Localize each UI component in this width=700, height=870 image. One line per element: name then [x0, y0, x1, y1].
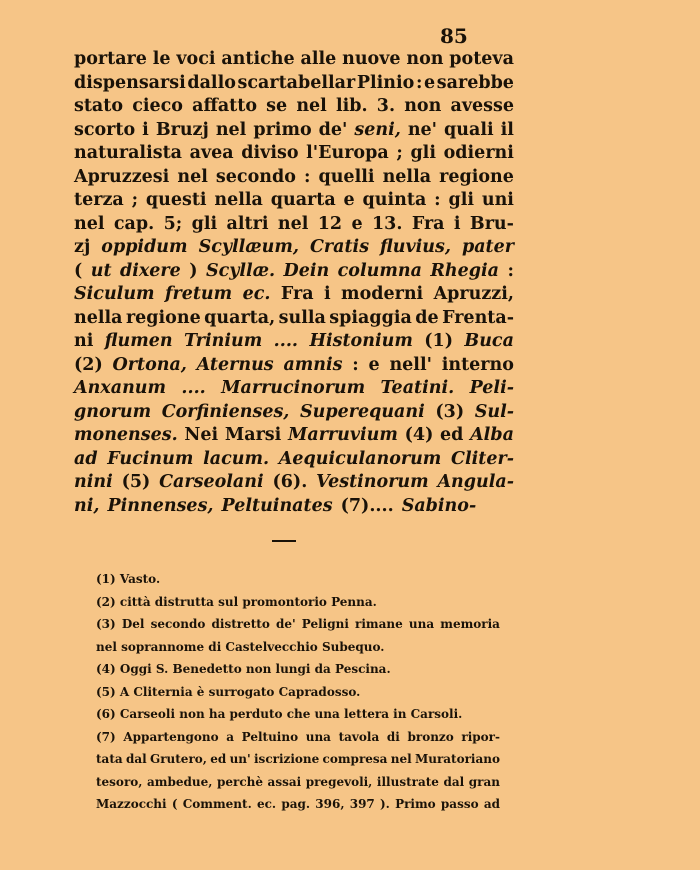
word: Aequiculanorum [278, 448, 442, 469]
word: affatto [192, 96, 257, 116]
word: ; [396, 143, 403, 163]
word: Apruzzesi [74, 166, 170, 187]
word: ni [74, 331, 94, 351]
word: i [142, 119, 149, 140]
word: lib. [335, 96, 368, 116]
word: spiaggia [329, 307, 412, 328]
footnote: nel soprannome di Castelvecchio Subequo. [96, 639, 385, 654]
word: quarta, [204, 307, 276, 328]
word: Fucinum [107, 448, 194, 469]
footnote: (1) Vasto. [96, 572, 161, 586]
word: dispensarsi [74, 72, 186, 93]
word: avesse [450, 96, 514, 116]
word: illustrate [376, 774, 439, 789]
word: Appartengono [123, 729, 219, 744]
word: pag. [281, 797, 311, 811]
word: Mazzocchi [96, 797, 167, 811]
word: ec. [242, 284, 271, 304]
word: tata [96, 752, 123, 766]
word: un' [229, 752, 251, 766]
footnote: (6) Carseoli non ha perduto che una lettera in Carsoli. [96, 707, 463, 721]
word: (1) [424, 331, 453, 351]
word: Anxanum [74, 378, 167, 398]
word: ut [90, 260, 112, 281]
text-line [74, 72, 514, 96]
word: nini [74, 472, 113, 492]
word: ed [440, 425, 464, 445]
text-line [74, 236, 514, 260]
word: Carseolani [159, 472, 264, 492]
word: gli [410, 143, 436, 163]
footnote: (4) Oggi S. Benedetto non lungi da Pescina. [96, 662, 391, 676]
word: Comment. [182, 797, 252, 811]
word: e [424, 72, 436, 93]
footnote [96, 613, 500, 636]
word: ec. [256, 797, 277, 811]
word: Muratoriano [414, 752, 500, 766]
word: il [500, 119, 514, 140]
word: (7).... [340, 495, 394, 516]
word: ni, [74, 495, 100, 516]
word: (5) [121, 472, 151, 492]
text-line [74, 495, 514, 519]
text-line [74, 424, 514, 448]
word: amnis [283, 354, 343, 375]
word: .... [273, 331, 299, 351]
word: nel [296, 96, 327, 116]
word: de' [275, 617, 296, 631]
word: Cratis [309, 237, 370, 257]
word: ripor- [461, 729, 500, 744]
word: gran [468, 774, 500, 789]
word: regione [439, 166, 514, 187]
word: odierni [443, 143, 514, 163]
word: una [408, 617, 435, 631]
word: (6). [272, 472, 308, 492]
word: voci [176, 49, 216, 69]
text-line [74, 166, 514, 190]
word: fretum [164, 284, 233, 304]
word: .... [181, 378, 206, 398]
word: Dein [283, 260, 330, 281]
word: Siculum [74, 284, 155, 304]
word: (3) [96, 617, 116, 631]
word: Fra [411, 213, 445, 234]
word: Marsi [224, 425, 282, 445]
word: Alba [470, 425, 514, 445]
word: antiche [221, 49, 295, 69]
word: 12 [317, 213, 343, 234]
word: nel [74, 213, 105, 234]
word: Peligni [301, 617, 349, 631]
word: portare [74, 49, 147, 69]
word: a [226, 729, 234, 744]
word: stato [74, 96, 124, 116]
word: ad [483, 797, 500, 811]
word: Teatini. [380, 378, 455, 398]
word: regione [125, 307, 201, 328]
footnote [96, 793, 500, 816]
text-line [74, 260, 514, 284]
word: Sabino- [401, 495, 477, 516]
word: passo [440, 797, 479, 811]
word: Cliter- [451, 448, 514, 469]
word: : [303, 166, 311, 187]
footnote [96, 726, 500, 749]
word: quarta [270, 190, 336, 210]
word: gli [448, 190, 474, 210]
word: Superequani [300, 401, 425, 422]
word: Del [121, 617, 145, 631]
word: naturalista [74, 143, 182, 163]
word: se [266, 96, 288, 116]
word: avea [189, 143, 234, 163]
word: pregevoli, [305, 774, 373, 789]
word: Aternus [196, 354, 274, 375]
word: (2) [74, 354, 103, 375]
word: nel [215, 119, 247, 140]
word: Pinnenses, [107, 495, 214, 516]
text-line [74, 95, 514, 119]
footnote: (5) A Cliternia è surrogato Capradosso. [96, 684, 361, 699]
word: Vestinorum [316, 472, 429, 492]
word: nel [390, 752, 412, 766]
word: oppidum [101, 237, 188, 257]
word: alle [300, 49, 337, 69]
word: scartabellar [237, 72, 356, 93]
word: nella [74, 307, 123, 328]
word: ne' [407, 119, 438, 140]
word: Trinium [184, 331, 263, 351]
word: 396, [315, 797, 345, 811]
word: Plinio [356, 72, 415, 93]
word: di [386, 729, 400, 744]
word: sarebbe [436, 72, 514, 93]
word: Apruzzi, [433, 284, 514, 304]
word: Scyllæ. [205, 260, 276, 281]
word: Scyllæum, [198, 237, 299, 257]
word: assai [267, 774, 302, 789]
word: bronzo [407, 729, 454, 744]
word: i [323, 284, 331, 304]
word: Primo [395, 797, 436, 811]
word: seni, [354, 119, 401, 140]
word: Marruvium [287, 425, 398, 445]
word: monenses. [74, 425, 178, 445]
word: 5; [163, 213, 183, 234]
word: non [404, 96, 442, 116]
word: diviso [241, 143, 299, 163]
word: quelli [318, 166, 375, 187]
text-line [74, 307, 514, 331]
word: Marrucinorum [221, 378, 366, 398]
footnote [96, 771, 500, 794]
body-text [74, 48, 514, 518]
word: scorto [74, 119, 136, 140]
word: de' [318, 119, 348, 140]
text-line [74, 119, 514, 143]
word: tavola [338, 729, 380, 744]
word: ) [189, 260, 198, 281]
word: lacum. [203, 448, 270, 469]
text-line [74, 142, 514, 166]
word: interno [441, 354, 514, 375]
word: Bruzj [155, 119, 209, 140]
word: Rhegia [430, 260, 499, 281]
word: 397 [349, 797, 375, 811]
word: Frenta- [442, 307, 514, 328]
word: una [305, 729, 331, 744]
word: Angula- [437, 472, 514, 492]
word: iscrizione [254, 752, 320, 766]
text-line [74, 354, 514, 378]
section-divider [272, 540, 296, 542]
word: nell' [389, 354, 432, 375]
footnote: (2) città distrutta sul promontorio Penna. [96, 594, 377, 609]
word: cieco [132, 96, 183, 116]
word: ; [131, 190, 139, 210]
word: perchè [216, 774, 263, 789]
word: ambedue, [147, 774, 213, 789]
footnote [96, 748, 500, 771]
word: moderni [341, 284, 424, 304]
word: Bru- [469, 213, 514, 234]
word: memoria [440, 617, 500, 631]
word: secondo [150, 617, 206, 631]
word: : [507, 260, 514, 281]
word: altri [226, 213, 269, 234]
word: Corfinienses, [161, 401, 290, 422]
text-line [74, 48, 514, 72]
word: distretto [211, 617, 270, 631]
word: primo [253, 119, 312, 140]
word: questi [145, 190, 207, 210]
word: 13. [372, 213, 403, 234]
word: nella [382, 166, 432, 187]
word: : [434, 190, 441, 210]
word: non [406, 49, 444, 69]
word: ed [210, 752, 227, 766]
word: Sul- [474, 401, 514, 422]
text-line [74, 471, 514, 495]
word: 3. [376, 96, 396, 116]
page-number: 85 [440, 24, 468, 48]
word: ). [380, 797, 390, 811]
text-line [74, 401, 514, 425]
word: Grutero, [149, 752, 207, 766]
word: dixere [119, 260, 181, 281]
word: gnorum [74, 401, 152, 422]
word: Buca [464, 331, 514, 351]
word: pater [461, 237, 514, 257]
word: le [152, 49, 171, 69]
word: nel [177, 166, 208, 187]
text-line [74, 330, 514, 354]
text-line [74, 448, 514, 472]
word: dal [443, 774, 465, 789]
word: Peltuino [241, 729, 299, 744]
text-line [74, 377, 514, 401]
word: zj [74, 237, 91, 257]
word: Fra [280, 284, 314, 304]
word: cap. [113, 213, 155, 234]
word: flumen [104, 331, 173, 351]
word: dal [125, 752, 147, 766]
word: Histonium [309, 331, 413, 351]
word: (3) [435, 401, 465, 422]
word: nella [214, 190, 263, 210]
word: rimane [355, 617, 403, 631]
word: quinta [362, 190, 427, 210]
word: nel [277, 213, 309, 234]
word: i [453, 213, 461, 234]
word: l'Europa [306, 143, 389, 163]
text-line [74, 213, 514, 237]
word: dallo [187, 72, 236, 93]
word: secondo [215, 166, 296, 187]
word: e [351, 213, 363, 234]
word: e [368, 354, 380, 375]
word: quali [444, 119, 494, 140]
word: Peltuinates [221, 495, 333, 516]
word: columna [337, 260, 422, 281]
word: compresa [322, 752, 388, 766]
word: Ortona, [112, 354, 187, 375]
text-line [74, 189, 514, 213]
word: Peli- [469, 378, 514, 398]
word: poteva [449, 49, 514, 69]
word: (4) [404, 425, 434, 445]
word: sulla [278, 307, 326, 328]
word: uni [481, 190, 514, 210]
word: fluvius, [380, 237, 451, 257]
word: nuove [342, 49, 401, 69]
word: ( [74, 260, 83, 281]
word: (7) [96, 729, 116, 744]
word: : [415, 72, 423, 93]
word: : [352, 354, 359, 375]
word: Nei [184, 425, 219, 445]
word: e [343, 190, 355, 210]
text-line [74, 283, 514, 307]
word: ( [171, 797, 178, 811]
word: ad [74, 448, 98, 469]
word: tesoro, [96, 774, 143, 789]
word: terza [74, 190, 124, 210]
footnotes [96, 568, 500, 816]
word: gli [191, 213, 218, 234]
word: de [415, 307, 439, 328]
